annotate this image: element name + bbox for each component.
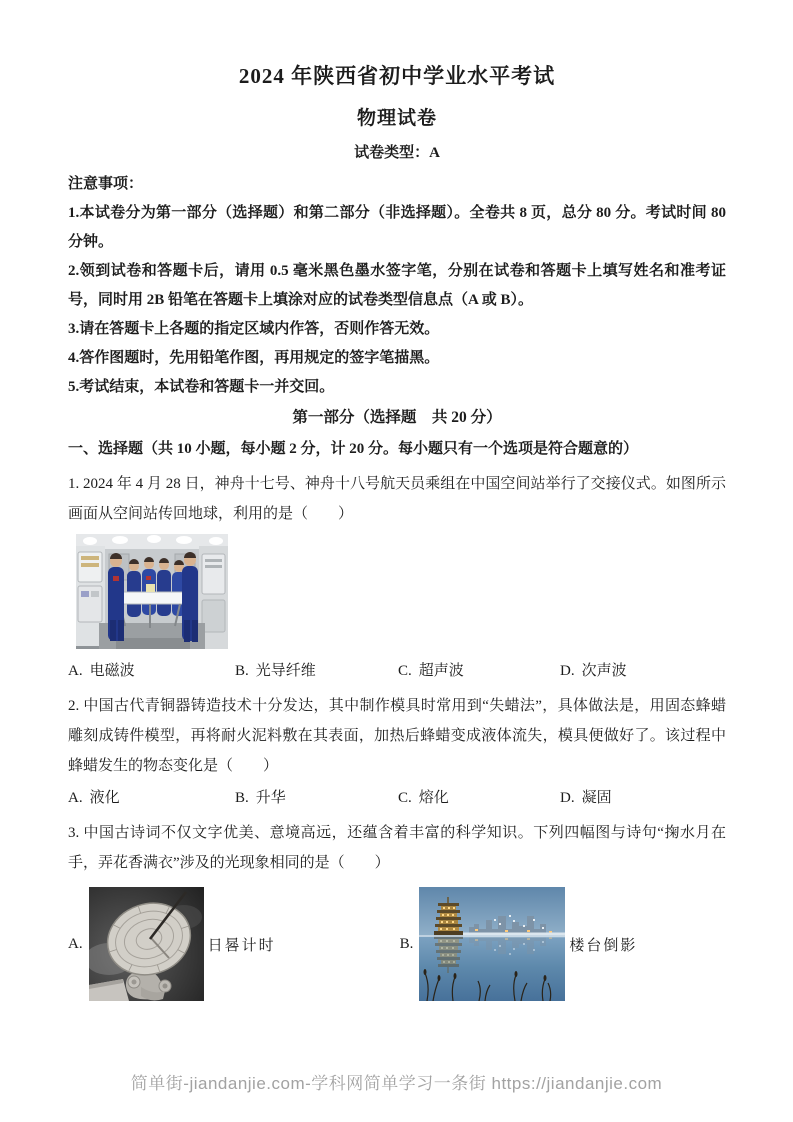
paper-type-label: 试卷类型：A [354, 145, 440, 161]
notices-section [68, 170, 726, 402]
notice-item-2: 2.领到试卷和答题卡后，请用 0.5 毫米黑色墨水签字笔，分别在试卷和答题卡上填写姓名和准考证号，同时用 2B 铅笔在答题卡上填涂对应的试卷类型信息点（A 或 B）。 [68, 263, 726, 308]
question-2-option-c: C. 熔化 [398, 790, 449, 806]
figure-a [68, 887, 276, 1001]
choice-section-heading: 一、选择题（共 10 小题，每小题 2 分，计 20 分。每小题只有一个选项是符合题意的） [68, 441, 639, 457]
figure-b-caption: 楼台倒影 [569, 937, 638, 954]
question-1-option-b: B. 光导纤维 [235, 663, 316, 679]
figure-a-caption: 日晷计时 [207, 937, 276, 954]
question-2-options [68, 783, 726, 813]
question-2-option-a: A. 液化 [68, 790, 120, 806]
question-3-figures [68, 887, 726, 1001]
question-3-text: 3. 中国古诗词不仅文字优美、意境高远，还蕴含着丰富的科学知识。下列四幅图与诗句“掬水月在手，弄花香满衣”涉及的光现象相同的是（ ） [68, 825, 726, 871]
exam-title: 2024 年陕西省初中学业水平考试 [238, 64, 556, 88]
part-one-heading: 第一部分（选择题 共 20 分） [292, 409, 502, 426]
question-3 [68, 818, 726, 1001]
question-1-text: 1. 2024 年 4 月 28 日，神舟十七号、神舟十八号航天员乘组在中国空间站举行了交接仪式。如图所示画面从空间站传回地球，利用的是（ ） [68, 476, 726, 522]
notice-item-1: 1.本试卷分为第一部分（选择题）和第二部分（非选择题）。全卷共 8 页，总分 80 分。考试时间 80 分钟。 [68, 205, 726, 250]
lake-reflection-photo [419, 887, 565, 1001]
question-2 [68, 691, 726, 813]
question-1-options [68, 656, 726, 686]
figure-b-letter: B. [399, 935, 414, 952]
page-footer: 简单街-jiandanjie.com-学科网简单学习一条街 https://jiandanjie.com [130, 1074, 663, 1093]
sundial-photo [89, 887, 204, 1001]
notice-item-5: 5.考试结束，本试卷和答题卡一并交回。 [68, 379, 335, 395]
notices-heading: 注意事项： [68, 176, 144, 192]
figure-a-letter: A. [68, 935, 83, 952]
question-1 [68, 469, 726, 686]
figure-b [400, 887, 638, 1001]
notice-item-3: 3.请在答题卡上各题的指定区域内作答，否则作答无效。 [68, 321, 440, 337]
question-1-option-c: C. 超声波 [398, 663, 464, 679]
question-1-option-a: A. 电磁波 [68, 663, 135, 679]
question-2-option-b: B. 升华 [235, 790, 286, 806]
exam-subtitle: 物理试卷 [356, 108, 437, 129]
question-2-text: 2. 中国古代青铜器铸造技术十分发达，其中制作模具时常用到“失蜡法”，具体做法是，用固态蜂蜡雕刻成铸件模型，再将耐火泥料敷在其表面，加热后蜂蜡变成液体流失，模具便做好了。该过程中蜂蜡发生的物态变化是（ ） [68, 698, 726, 774]
notice-item-4: 4.答作图题时，先用铅笔作图，再用规定的签字笔描黑。 [68, 350, 440, 366]
question-1-option-d: D. 次声波 [560, 663, 627, 679]
space-station-crew-photo [76, 534, 726, 649]
question-2-option-d: D. 凝固 [560, 790, 612, 806]
